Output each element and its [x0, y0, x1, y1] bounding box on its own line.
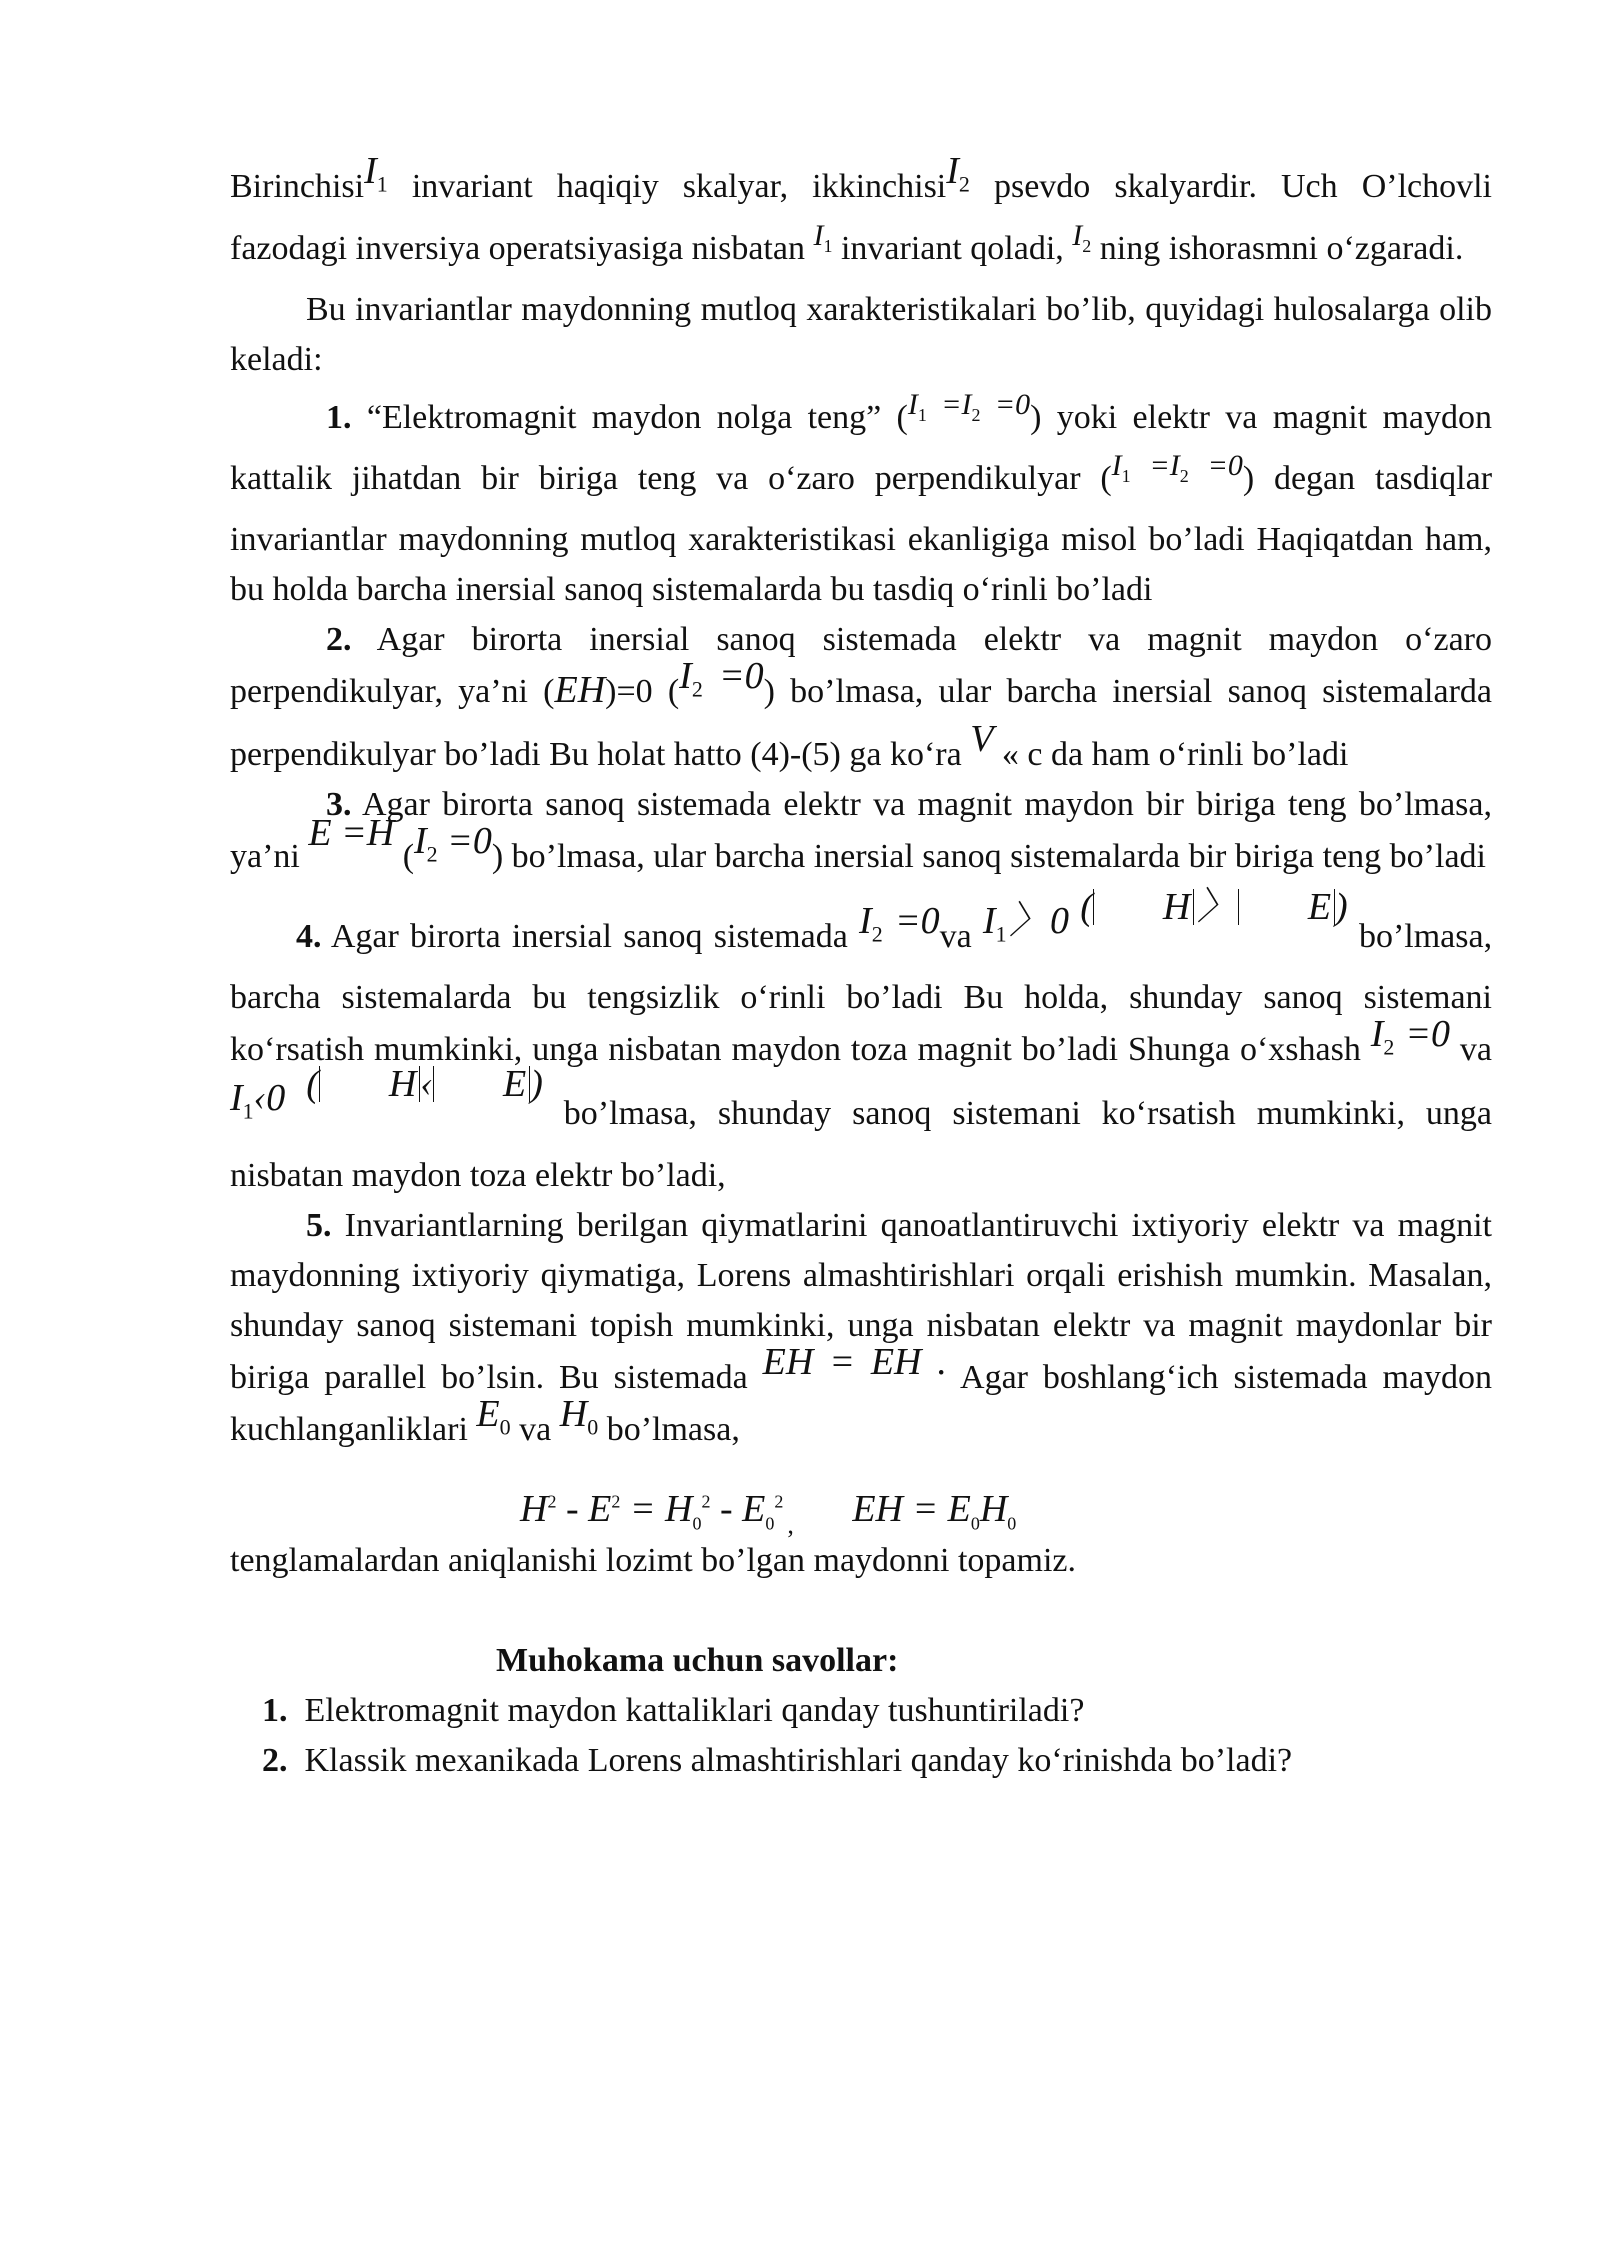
formula-I1-lt-0: $I_1‹0$ [230, 1076, 286, 1124]
text: ning ishorasmni o‘zgaradi. [1099, 229, 1464, 267]
text: ) bo’lmasa, ular barcha inersial sanoq sistemalarda bir biriga teng bo’ladi [491, 838, 1486, 876]
formula-I2-eq-0: $I_2 =0$ [679, 654, 764, 702]
question-item: 2. Klassik mexanikada Lorens almashtirishlari qanday ko‘rinishda bo’ladi? [262, 1742, 1293, 1780]
formula-I2: $I_2$ [946, 150, 970, 197]
text: )=0 ( [605, 672, 680, 710]
formula-EH-eq-E0H0: EH = $E_0H_0$ [852, 1487, 1017, 1534]
text: “Elektromagnit maydon nolga teng” ( [366, 398, 908, 436]
text: va [519, 1410, 552, 1448]
item-number: 1. [326, 398, 352, 436]
formula-I2-eq-0: $I_2 =0$ [859, 899, 940, 947]
formula-I2-eq-0: $I_2 =0$ [414, 820, 492, 867]
formula-I1-eq-I2-eq-0: $I_1 =I_2 =0$ [907, 387, 1031, 425]
formula-V: V [970, 718, 994, 761]
formula-H-gt-E: ( H 〉 E ) [1080, 885, 1348, 928]
text: va [1459, 1031, 1492, 1069]
text: Invariantlarning berilgan qiymatlarini qanoatlantiruvchi ixtiyoriy elektr va magnit maydonning ixtiyoriy qiymatiga, Lorens almashtirishlari orqali erishish mumkin. Masalan, shunday sanoq sistemani topish mumkinki, unga nisbatan elektr va magnit maydonlar bir biriga parallel bo’lsin. Bu sistemada [230, 1206, 1493, 1396]
document-page [230, 150, 1493, 1786]
text: Birinchisi [230, 168, 365, 205]
text: ) yoki elektr va magnit maydon kattalik jihatdan bir biriga teng va o‘zaro perpendikulyar ( [230, 398, 1493, 497]
text: ( [402, 838, 415, 876]
text: Agar birorta inersial sanoq sistemada elektr va magnit maydon o‘zaro perpendikulyar, ya’ni ( [230, 620, 1493, 710]
item-number: 4. [296, 917, 322, 955]
list-item-4 [230, 885, 1493, 1201]
text: « c da ham o‘rinli bo’ladi [1001, 736, 1349, 774]
text: bo’lmasa, barcha sistemalarda bu tengsizlik o‘rinli bo’ladi Bu holda, shunday sanoq sistemani ko‘rsatish mumkinki, unga nisbatan maydon toza magnit bo’ladi Shunga o‘xshash [230, 917, 1493, 1069]
text: Agar boshlang‘ich sistemada maydon kuchlanganliklari [230, 1358, 1493, 1448]
text: Agar birorta inersial sanoq sistemada [330, 917, 848, 955]
formula-E-eq-H: E =H [308, 812, 395, 855]
formula-H0: $H_0$ [559, 1392, 599, 1440]
item-number: 5. [306, 1206, 332, 1244]
text: bo’lmasa, [606, 1410, 740, 1448]
text: psevdo skalyardir. Uch O’lchovli fazodagi inversiya operatsiyasiga nisbatan [230, 168, 1493, 267]
text: Agar birorta sanoq sistemada elektr va magnit maydon bir biriga teng bo’lmasa, ya’ni [230, 786, 1493, 876]
formula-I1: $I_1$ [813, 218, 833, 256]
question-item: 1. Elektromagnit maydon kattaliklari qanday tushuntiriladi? [262, 1692, 1085, 1730]
list-item-2 [230, 615, 1492, 781]
formula-E0: $E_0$ [476, 1392, 511, 1440]
paragraph-conclusions-lead [230, 285, 1492, 385]
display-equation: $H^2 - E^2 = H_0^2 - E_0^2_,$ EH = $E_0H_0$ [520, 1487, 1017, 1539]
text: va [939, 917, 972, 955]
text: invariant haqiqiy skalyar, ikkinchisi [411, 168, 947, 205]
formula-H-lt-E: ( H ‹ E ) [306, 1062, 543, 1105]
text: tenglamalardan aniqlanishi lozimt bo’lgan maydonni topamiz. [230, 1542, 1076, 1580]
paragraph-invariants-intro [230, 150, 1493, 285]
item-number: 3. [326, 786, 352, 824]
paragraph-after-equation [230, 1536, 1492, 1586]
formula-invariant-equation: $H^2 - E^2 = H_0^2 - E_0^2$ [520, 1487, 784, 1534]
formula-I1: $I_1$ [364, 150, 388, 197]
text: Bu invariantlar maydonning mutloq xarakteristikalari bo’lib, quyidagi hulosalarga olib keladi: [230, 290, 1492, 378]
text: invariant qoladi, [840, 229, 1064, 267]
formula-EH-eq-EH: EH = EH . [762, 1340, 947, 1383]
list-item-3 [230, 780, 1492, 894]
discussion-questions [230, 1686, 1492, 1786]
formula-I1-eq-I2-eq-0: $I_1 =I_2 =0$ [1111, 448, 1243, 486]
formula-I1-gt-0: $I_1$〉0 [982, 899, 1070, 947]
formula-EH: EH [554, 668, 606, 711]
formula-I2-eq-0: $I_2 =0$ [1370, 1013, 1450, 1060]
formula-I2: $I_2$ [1072, 218, 1092, 256]
list-item-1 [230, 387, 1493, 615]
list-item-5 [230, 1201, 1492, 1467]
discussion-heading: Muhokama uchun savollar: [496, 1642, 899, 1680]
text: ) degan tasdiqlar invariantlar maydonning mutloq xarakteristikasi ekanligiga misol bo’ladi Haqiqatdan ham, bu holda barcha inersial sanoq sistemalarda bu tasdiq o‘rinli bo’ladi [230, 459, 1493, 608]
item-number: 2. [326, 620, 352, 658]
text: ) bo’lmasa, ular barcha inersial sanoq sistemalarda perpendikulyar bo’ladi Bu holat hatto (4)-(5) ga ko‘ra [230, 672, 1493, 774]
text: bo’lmasa, shunday sanoq sistemani ko‘rsatish mumkinki, unga nisbatan maydon toza elektr bo’ladi, [230, 1094, 1492, 1194]
